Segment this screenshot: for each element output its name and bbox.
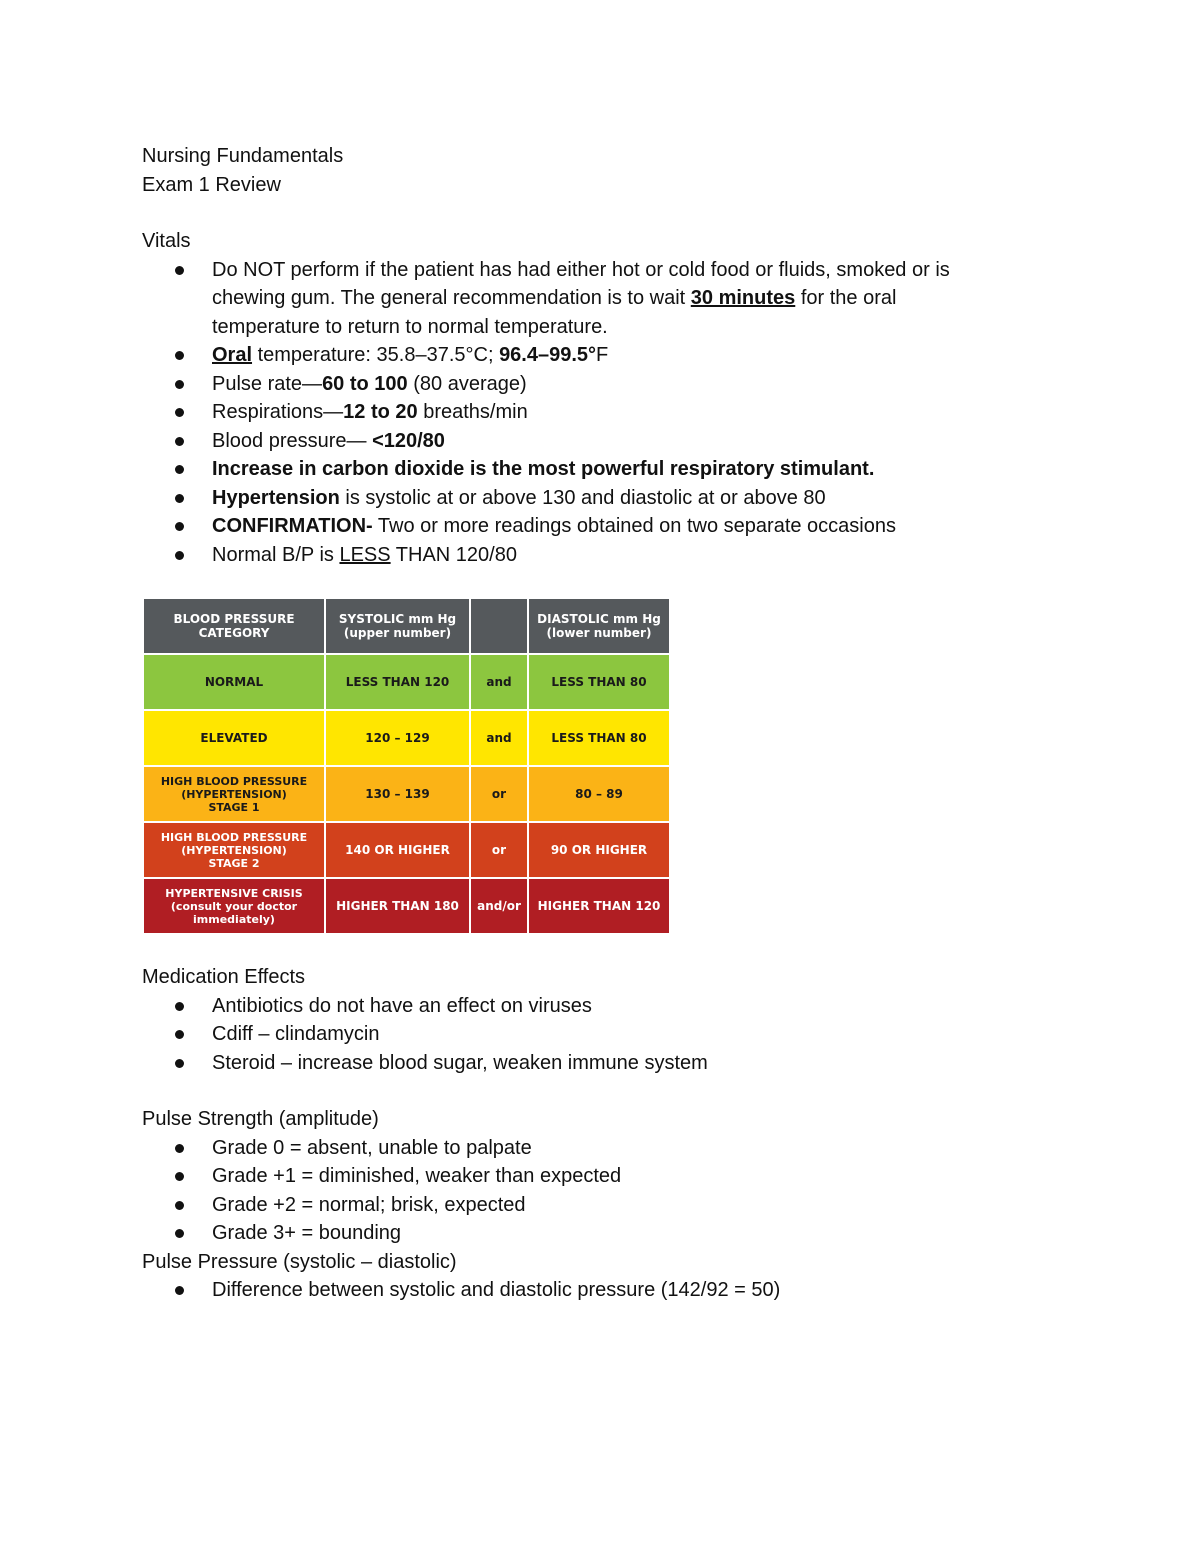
list-item: Blood pressure— <120/80 [142, 427, 1062, 456]
document-page [142, 142, 1062, 1305]
diastolic-cell: HIGHER THAN 120 [528, 878, 670, 934]
systolic-cell: LESS THAN 120 [325, 654, 470, 710]
category-cell: HYPERTENSIVE CRISIS (consult your doctor immediately) [143, 878, 325, 934]
list-item: Increase in carbon dioxide is the most powerful respiratory stimulant. [142, 455, 1062, 484]
document-subtitle: Exam 1 Review [142, 173, 281, 196]
list-item: CONFIRMATION- Two or more readings obtained on two separate occasions [142, 512, 1062, 541]
category-cell: HIGH BLOOD PRESSURE (HYPERTENSION) STAGE 2 [143, 822, 325, 878]
list-item: Antibiotics do not have an effect on viruses [142, 992, 1062, 1021]
category-header: BLOOD PRESSURE CATEGORY [143, 598, 325, 654]
diastolic-header: DIASTOLIC mm Hg (lower number) [528, 598, 670, 654]
list-item: Steroid – increase blood sugar, weaken immune system [142, 1049, 1062, 1078]
vitals-list [142, 256, 1062, 570]
diastolic-cell: LESS THAN 80 [528, 654, 670, 710]
join-cell: and [470, 654, 528, 710]
systolic-cell: 140 OR HIGHER [325, 822, 470, 878]
join-cell: or [470, 766, 528, 822]
list-item: Cdiff – clindamycin [142, 1020, 1062, 1049]
wait-time: 30 minutes [690, 287, 796, 309]
category-cell: HIGH BLOOD PRESSURE (HYPERTENSION) STAGE 1 [143, 766, 325, 822]
blood-pressure-table [142, 597, 671, 935]
list-item: Grade +1 = diminished, weaker than expected [142, 1162, 1062, 1191]
join-cell: and/or [470, 878, 528, 934]
category-cell: ELEVATED [143, 710, 325, 766]
list-item: Difference between systolic and diastolic pressure (142/92 = 50) [142, 1276, 1062, 1305]
list-item: Grade 0 = absent, unable to palpate [142, 1134, 1062, 1163]
list-item: Normal B/P is LESS THAN 120/80 [142, 541, 1062, 570]
list-item: Do NOT perform if the patient has had either hot or cold food or fluids, smoked or is chewing gum. The general recommendation is to wait 30 minutes for the oral temperature to return to normal temperature. [142, 256, 1062, 342]
table-row [143, 710, 670, 766]
list-item: Hypertension is systolic at or above 130 and diastolic at or above 80 [142, 484, 1062, 513]
table-row [143, 878, 670, 934]
diastolic-cell: 90 OR HIGHER [528, 822, 670, 878]
join-cell: or [470, 822, 528, 878]
table-row [143, 822, 670, 878]
list-item: Oral temperature: 35.8–37.5°C; 96.4–99.5°F [142, 341, 1062, 370]
list-item: Pulse rate—60 to 100 (80 average) [142, 370, 1062, 399]
systolic-header: SYSTOLIC mm Hg (upper number) [325, 598, 470, 654]
medication-list [142, 992, 1062, 1078]
course-title: Nursing Fundamentals [142, 145, 344, 167]
list-item: Grade 3+ = bounding [142, 1219, 1062, 1248]
table-row [143, 654, 670, 710]
table-row [143, 766, 670, 822]
pulse-strength-heading: Pulse Strength (amplitude) [142, 1108, 379, 1130]
list-item: Grade +2 = normal; brisk, expected [142, 1191, 1062, 1220]
vitals-heading: Vitals [142, 230, 191, 252]
join-header [470, 598, 528, 654]
pulse-strength-list [142, 1134, 1062, 1248]
systolic-cell: 120 – 129 [325, 710, 470, 766]
medication-heading: Medication Effects [142, 966, 306, 988]
join-cell: and [470, 710, 528, 766]
category-cell: NORMAL [143, 654, 325, 710]
diastolic-cell: 80 – 89 [528, 766, 670, 822]
pulse-pressure-list [142, 1276, 1062, 1305]
diastolic-cell: LESS THAN 80 [528, 710, 670, 766]
systolic-cell: HIGHER THAN 180 [325, 878, 470, 934]
systolic-cell: 130 – 139 [325, 766, 470, 822]
list-item: Respirations—12 to 20 breaths/min [142, 398, 1062, 427]
pulse-pressure-heading: Pulse Pressure (systolic – diastolic) [142, 1250, 457, 1273]
